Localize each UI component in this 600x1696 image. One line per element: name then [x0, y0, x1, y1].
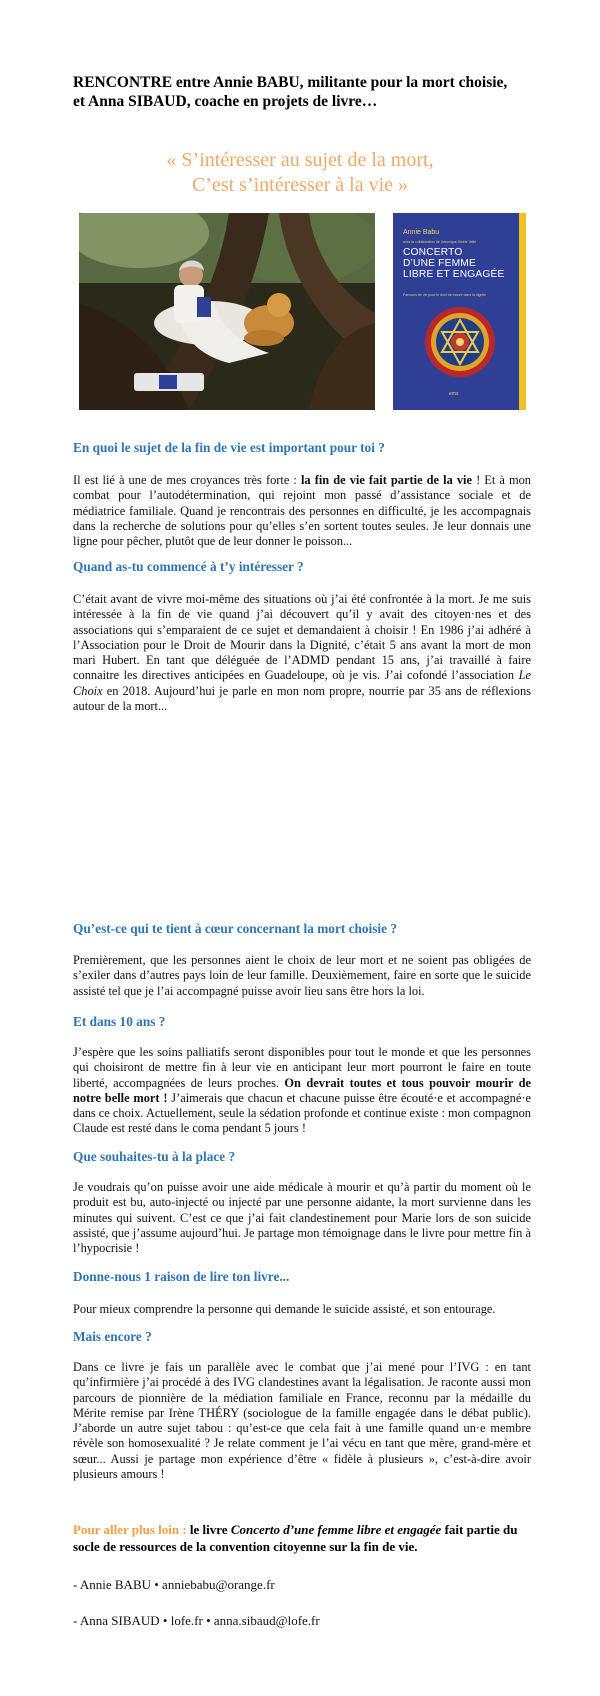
section-heading: Et dans 10 ans ?: [73, 1014, 166, 1029]
book-cover-author: Annie Babu: [403, 229, 440, 236]
book-cover: [393, 213, 526, 410]
section-heading: Que souhaites-tu à la place ?: [73, 1149, 236, 1164]
text-run: J’aimerais que chacun et chacune puisse être écouté·e et accompagné·e dans ce choix. Actuellement, seule la sédation profonde et continue existe : mon compagnon Claude est resté dans le coma pendant 5 jours !: [73, 1090, 531, 1136]
author-photo: [79, 213, 375, 410]
article-title: [73, 73, 543, 111]
section-body: [73, 1360, 531, 1482]
section-heading: Quand as-tu commencé à t’y intéresser ?: [73, 559, 304, 574]
title-line-2: et Anna SIBAUD, coache en projets de livre…: [73, 93, 378, 110]
text-run: Pour mieux comprendre la personne qui demande le suicide assisté, et son entourage.: [73, 1302, 496, 1316]
book-cover-title-line: D’UNE FEMME: [403, 258, 476, 269]
italic-phrase: Le Choix: [73, 668, 531, 698]
quote-line-1: « S’intéresser au sujet de la mort,: [166, 149, 434, 171]
section-heading: Donne-nous 1 raison de lire ton livre...: [73, 1269, 290, 1284]
text-run: ! Et à mon combat pour l’autodétermination, qui rejoint mon passé d’assistance sociale et de médiatrice familiale. Quand je rencontrais des personnes en difficulté, je les accompagnais dans la recherche de solutions pour qu’elles s’en sortent toutes seules. Je leur donnais une ligne pour pêcher, plutôt que de leur donner le poisson...: [73, 473, 532, 549]
bold-phrase: On devrait toutes et tous pouvoir mourir de notre belle mort !: [73, 1075, 531, 1105]
section-body: [73, 953, 531, 999]
further-reading-pre: le livre: [186, 1522, 231, 1537]
further-reading-book-title: Concerto d’une femme libre et engagée: [230, 1522, 442, 1537]
section-heading: En quoi le sujet de la fin de vie est important pour toi ?: [73, 440, 385, 455]
text-run: Dans ce livre je fais un parallèle avec le combat que j’ai mené pour l’IVG : en tant qu’infirmière j’ai procédé à des IVG clandestines avant la légalisation. Je raconte aussi mon parcours de pionnière de la médiation familiale en France, reconnu par la médaille du Mérite remise par Irène THÉRY (sociologue de la famille engagée dans le débat public). J’aborde un autre sujet tabou : qu’est-ce que cela fait à une famille quand un·e membre révèle son homosexualité ? Je relate comment je l’ai vécu en tant que mère, grand-mère et sœur... Aussi je partage mon expérience d’être « fidèle à plusieurs », c’est-à-dire avoir plusieurs amours !: [73, 1360, 531, 1482]
text-run: J’espère que les soins palliatifs seront disponibles pour tout le monde et que les personnes qui choisiront de mettre fin à leur vie en anticipant leur mort pourront le faire en toute liberté, accompagnées de leurs proches.: [73, 1045, 531, 1090]
text-run: en 2018. Aujourd’hui je parle en mon nom propre, nourrie par 35 ans de réflexions autour de la mort...: [73, 683, 531, 714]
text-run: Je voudrais qu’on puisse avoir une aide médicale à mourir et qu’à partir du moment où le produit est bu, auto-injecté ou injecté par une personne aidante, la mort survienne dans les minutes qui suivent. C’est ce que j’ai fait clandestinement pour Marie lors de son suicide assisté, que j’assume aujourd’hui. Je partage mon témoignage dans le livre pour mettre fin à l’hypocrisie !: [73, 1180, 531, 1256]
section-body: [73, 1302, 531, 1317]
section-body: [73, 1045, 531, 1137]
text-run: C’était avant de vivre moi-même des situations où j’ai été confrontée à la mort. Je me suis intéressée à la fin de vie quand j’ai découvert qu’il y avait des citoyen·nes et des associations qui s’emparaient de ce sujet et demandaient à choisir ! En 1986 j’ai adhéré à l’Association pour le Droit de Mourir dans la Dignité, c’était 5 ans avant la mort de mon mari Hubert. En tant que déléguée de l’ADMD pendant 15 ans, j’ai travaillé à faire connaitre les directives anticipées en Guadeloupe, où je vis. J’ai cofondé l’association: [73, 592, 531, 683]
title-line-1: RENCONTRE entre Annie BABU, militante pour la mort choisie,: [73, 74, 508, 91]
further-reading: [73, 1521, 533, 1555]
author-photo-illustration: [79, 213, 375, 410]
text-run: Premièrement, que les personnes aient le choix de leur mort et ne soient pas obligées de s’exiler dans d’autres pays loin de leur famille. Deuxièmement, faire en sorte que le suicide assisté tel que je l’ai accompagné puisse avoir lieu sans être hors la loi.: [73, 953, 531, 998]
book-cover-title-line: CONCERTO: [403, 247, 463, 258]
mandala-icon: [423, 305, 497, 379]
bold-phrase: la fin de vie fait partie de la vie: [300, 473, 472, 487]
section-body: [73, 592, 531, 714]
contact-anna: - Anna SIBAUD • lofe.fr • anna.sibaud@lofe.fr: [73, 1613, 320, 1628]
book-cover-title: [403, 247, 518, 280]
book-cover-title-line: LIBRE ET ENGAGÉE: [403, 269, 505, 280]
book-spine-strip: [519, 213, 526, 410]
book-cover-publisher: ems: [449, 391, 459, 397]
book-cover-subtitle: avec la collaboration de Véronique Gisèle Vallé: [403, 240, 477, 244]
further-reading-post: fait partie du socle de ressources de la convention citoyenne sur la fin de vie.: [73, 1522, 518, 1554]
section-heading: Qu’est-ce qui te tient à cœur concernant la mort choisie ?: [73, 921, 397, 936]
quote-line-2: C’est s’intéresser à la vie »: [191, 174, 409, 196]
section-body: [73, 473, 531, 549]
book-cover-blurb: Parcours de vie pour le droit de mourir dans la dignité: [403, 293, 487, 297]
section-body: [73, 1180, 531, 1256]
text-run: Il est lié à une de mes croyances très forte :: [73, 473, 301, 487]
further-reading-lead: Pour aller plus loin :: [73, 1522, 187, 1537]
contact-annie: - Annie BABU • anniebabu@orange.fr: [73, 1577, 275, 1592]
section-heading: Mais encore ?: [73, 1329, 152, 1344]
